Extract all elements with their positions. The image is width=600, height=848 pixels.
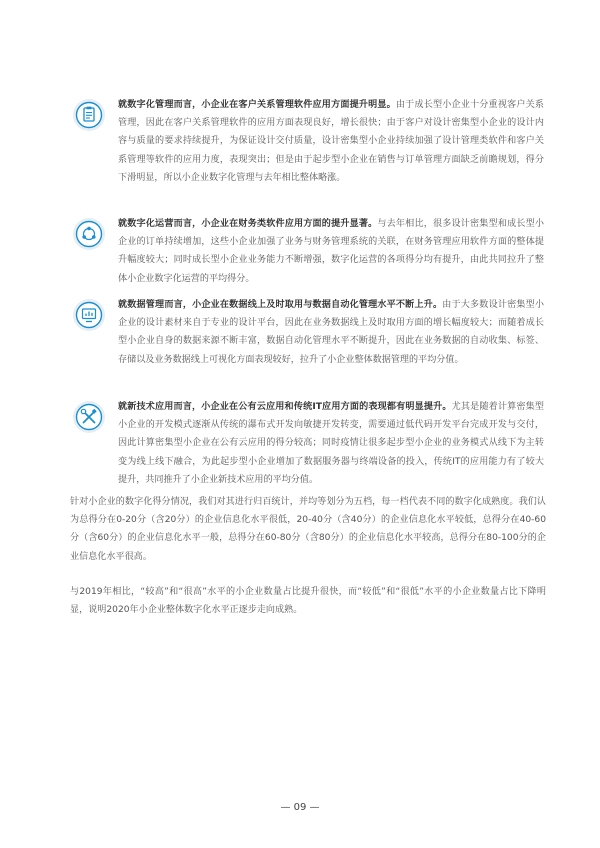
section-body: 尤其是随着计算密集型小企业的开发模式逐渐从传统的瀑布式开发向敏捷开发转变，需要通过低代码开发平台完成开发与交付，因此计算密集型小企业在公有云应用的得分较高；同时疫情让很多起步型小企业的业务模式从线下为主转变为线上线下融合，为此起步型小企业增加了数据服务器与终端设备的投入，传统IT的应用能力有了较大提升，共同推升了小企业新技术应用的平均分值。 [118, 402, 544, 485]
page-number: — 09 — [280, 802, 320, 813]
section-body: 由于成长型小企业十分重视客户关系管理，因此在客户关系管理软件的应用方面表现良好，增长很快；由于客户对设计密集型小企业的设计内容与质量的要求持续提升，为保证设计交付质量，设计密集型小企业持续加强了设计管理类软件和客户关系管理等软件的应用力度，表现突出；但是由于起步型小企业在销售与订单管理方面缺乏前瞻规划，得分下滑明显，所以小企业数字化管理与去年相比整体略涨。 [118, 100, 544, 183]
section-lead: 就数字化运营而言，小企业在财务类软件应用方面的提升显著。 [118, 219, 378, 229]
section-text [118, 96, 544, 187]
section-body: 由于大多数设计密集型小企业的设计素材来自于专业的设计平台，因此在业务数据线上及时取用方面的增长幅度较大；而随着成长型小企业自身的数据来源不断丰富，数据自动化管理水平不断提升，因此在业务数据的自动收集、标签、存储以及业务数据线上可视化方面表现较好，拉升了小企业整体数据管理的平均分值。 [118, 300, 544, 365]
section-text [118, 398, 544, 489]
section-lead: 就数据管理而言，小企业在数据线上及时取用与数据自动化管理水平不断上升。 [118, 300, 443, 310]
monitor-chart-icon [72, 298, 106, 332]
section-text [118, 215, 544, 288]
tools-icon [72, 400, 106, 434]
section-lead: 就数字化管理而言，小企业在客户关系管理软件应用方面提升明显。 [118, 100, 396, 110]
clipboard-icon [72, 98, 106, 132]
paragraph-maturity-levels: 针对小企业的数字化得分情况，我们对其进行归百统计，并均等划分为五档，每一档代表不同的数字化成熟度。我们认为总得分在0-20分（含20分）的企业信息化水平很低，20-40分（含40分）的企业信息化水平较低，总得分在40-60分（含60分）的企业信息化水平一般，总得分在60-80分（含80分）的企业信息化水平较高，总得分在80-100分的企业信息化水平很高。 [70, 497, 546, 562]
paragraph-comparison-2019: 与2019年相比，“较高”和“很高”水平的小企业数量占比提升很快，而“较低”和“很低”水平的小企业数量占比下降明显，说明2020年小企业整体数字化水平正逐步走向成熟。 [70, 587, 546, 616]
cycle-nodes-icon [72, 217, 106, 251]
section-text [118, 296, 544, 369]
section-body: 与去年相比，很多设计密集型和成长型小企业的订单持续增加，这些小企业加强了业务与财务管理系统的关联，在财务管理应用软件方面的整体提升幅度较大；同时成长型小企业业务能力不断增强，数字化运营的各项得分均有提升，由此共同拉升了整体小企业数字化运营的平均得分。 [118, 219, 544, 284]
section-lead: 就新技术应用而言，小企业在公有云应用和传统IT应用方面的表现都有明显提升。 [118, 402, 452, 412]
